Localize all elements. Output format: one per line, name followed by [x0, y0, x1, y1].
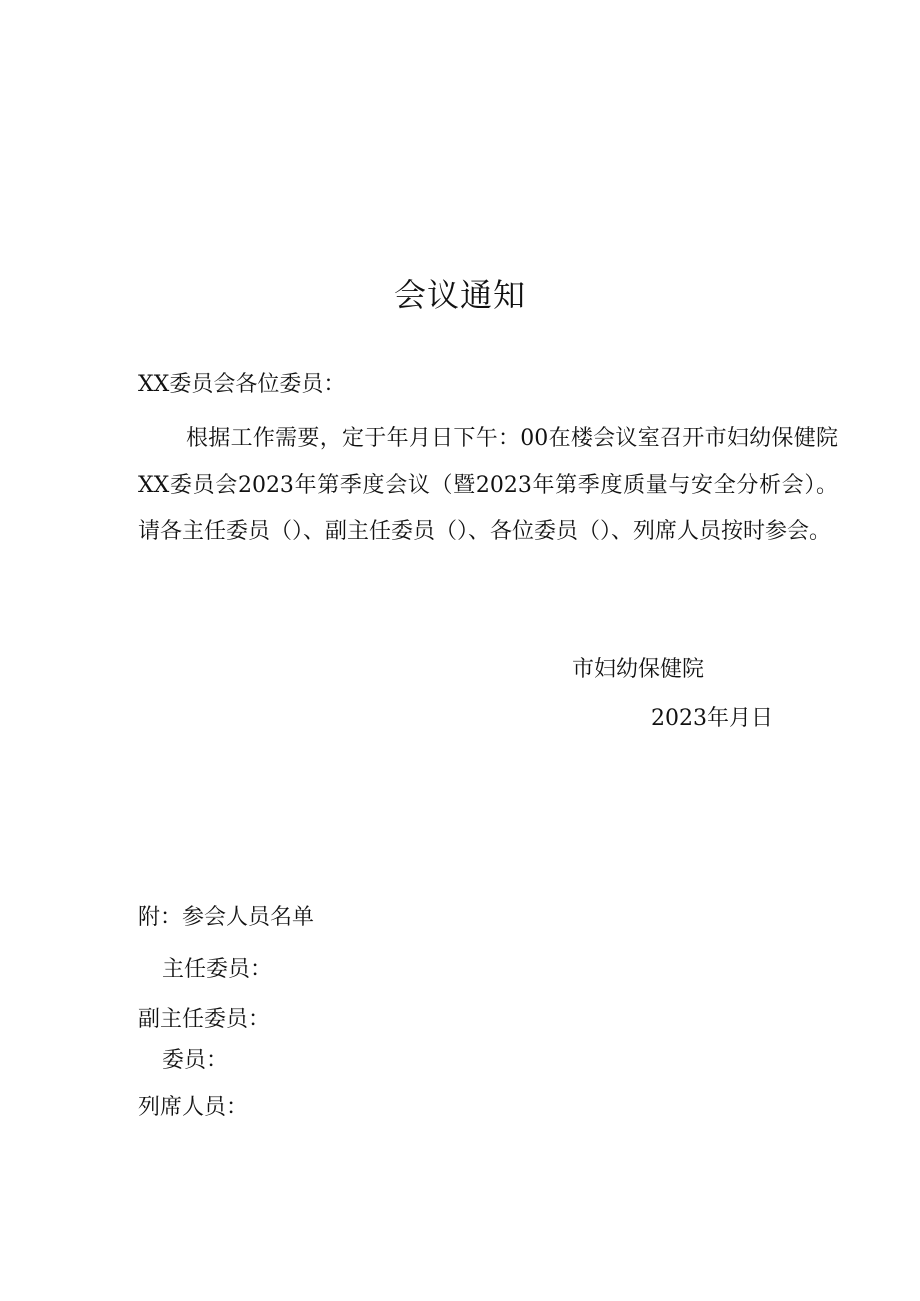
- salutation: XX委员会各位委员：: [138, 372, 346, 397]
- attendee-vice-chair: 副主任委员：: [138, 1007, 271, 1032]
- signature-date: 2023年月日: [651, 706, 773, 731]
- attachment-heading: 附：参会人员名单: [138, 905, 315, 930]
- attendee-chair: 主任委员：: [162, 957, 273, 982]
- attendee-observers: 列席人员：: [138, 1095, 249, 1120]
- attendee-members: 委员：: [162, 1048, 229, 1073]
- notice-body: 根据工作需要，定于年月日下午：00在楼会议室召开市妇幼保健院XX委员会2023年第季度会议（暨2023年第季度质量与安全分析会）。请各主任委员（）、副主任委员（）、各位委员（）、列席人员按时参会。: [138, 426, 838, 544]
- page-title: 会议通知: [393, 276, 526, 314]
- signature-organization: 市妇幼保健院: [572, 657, 705, 682]
